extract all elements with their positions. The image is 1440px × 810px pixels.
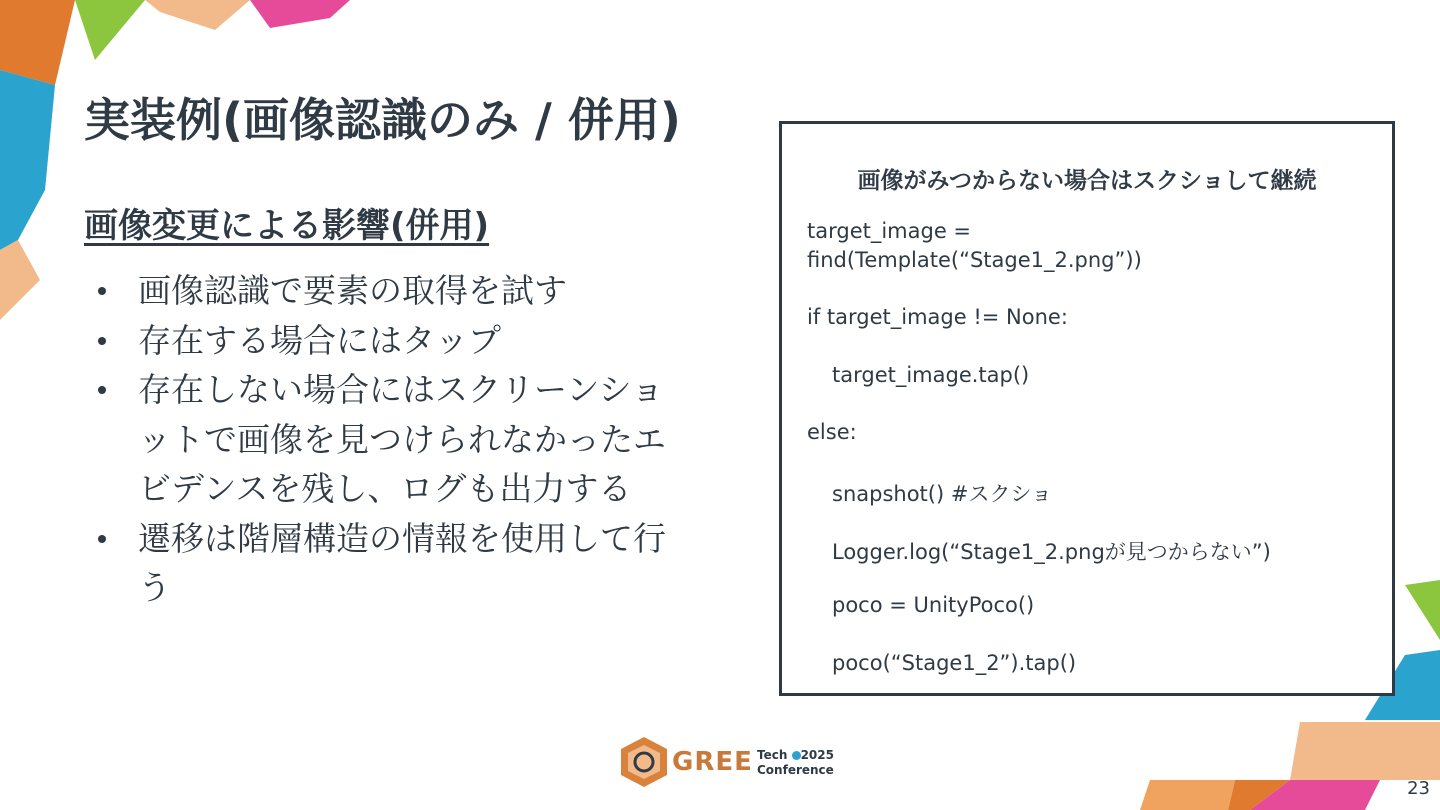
code-line: snapshot() #スクショ <box>832 482 1053 506</box>
page-number: 23 <box>1407 778 1430 799</box>
deco-green-shape-br <box>1405 580 1440 640</box>
bullet-list <box>98 266 688 613</box>
deco-pink-shape <box>250 0 350 28</box>
bullet-dot <box>98 337 106 345</box>
code-line: else: <box>807 420 857 444</box>
code-line: poco(“Stage1_2”).tap() <box>832 651 1077 675</box>
hexagon-logo-icon <box>617 735 677 789</box>
deco-peach-shape-2 <box>0 240 40 320</box>
deco-peach-shape <box>145 0 250 30</box>
bullet-item <box>98 365 688 514</box>
bullet-item <box>98 514 688 613</box>
deco-orange-shape <box>0 0 75 85</box>
bullet-dot <box>98 287 106 295</box>
logo-conference-label: Conference <box>757 763 834 777</box>
slide-title: 実装例(画像認識のみ / 併用) <box>84 93 681 147</box>
deco-peach-shape-br <box>1290 722 1440 780</box>
code-box-heading: 画像がみつからない場合はスクショして継続 <box>857 168 1317 194</box>
bullet-item <box>98 266 688 316</box>
logo-dot-icon <box>792 751 801 760</box>
code-line: target_image.tap() <box>832 363 1030 387</box>
logo-wordmark: GREE <box>672 747 753 777</box>
bullet-item <box>98 316 688 366</box>
bullet-dot <box>98 386 106 394</box>
code-line: Logger.log(“Stage1_2.pngが見つからない”) <box>832 540 1271 564</box>
deco-blue-shape <box>0 70 55 250</box>
logo-tech-label: Tech 2025 <box>757 748 834 762</box>
conference-logo <box>617 735 834 789</box>
bullet-text: 存在しない場合にはスクリーンショットで画像を見つけられなかったエビデンスを残し、ログも出力する <box>138 370 666 508</box>
deco-orange-shape-br-2 <box>1140 780 1235 810</box>
bullet-text: 存在する場合にはタップ <box>138 320 501 360</box>
deco-green-shape <box>75 0 145 60</box>
bullet-text: 遷移は階層構造の情報を使用して行う <box>138 518 666 607</box>
code-example-box <box>779 121 1395 696</box>
section-subheading: 画像変更による影響(併用) <box>84 206 490 246</box>
code-line: poco = UnityPoco() <box>832 593 1035 617</box>
code-line: find(Template(“Stage1_2.png”)) <box>807 248 1142 272</box>
bullet-dot <box>98 535 106 543</box>
code-line: target_image = <box>807 219 972 243</box>
code-line: if target_image != None: <box>807 305 1068 329</box>
bullet-text: 画像認識で要素の取得を試す <box>138 271 567 310</box>
